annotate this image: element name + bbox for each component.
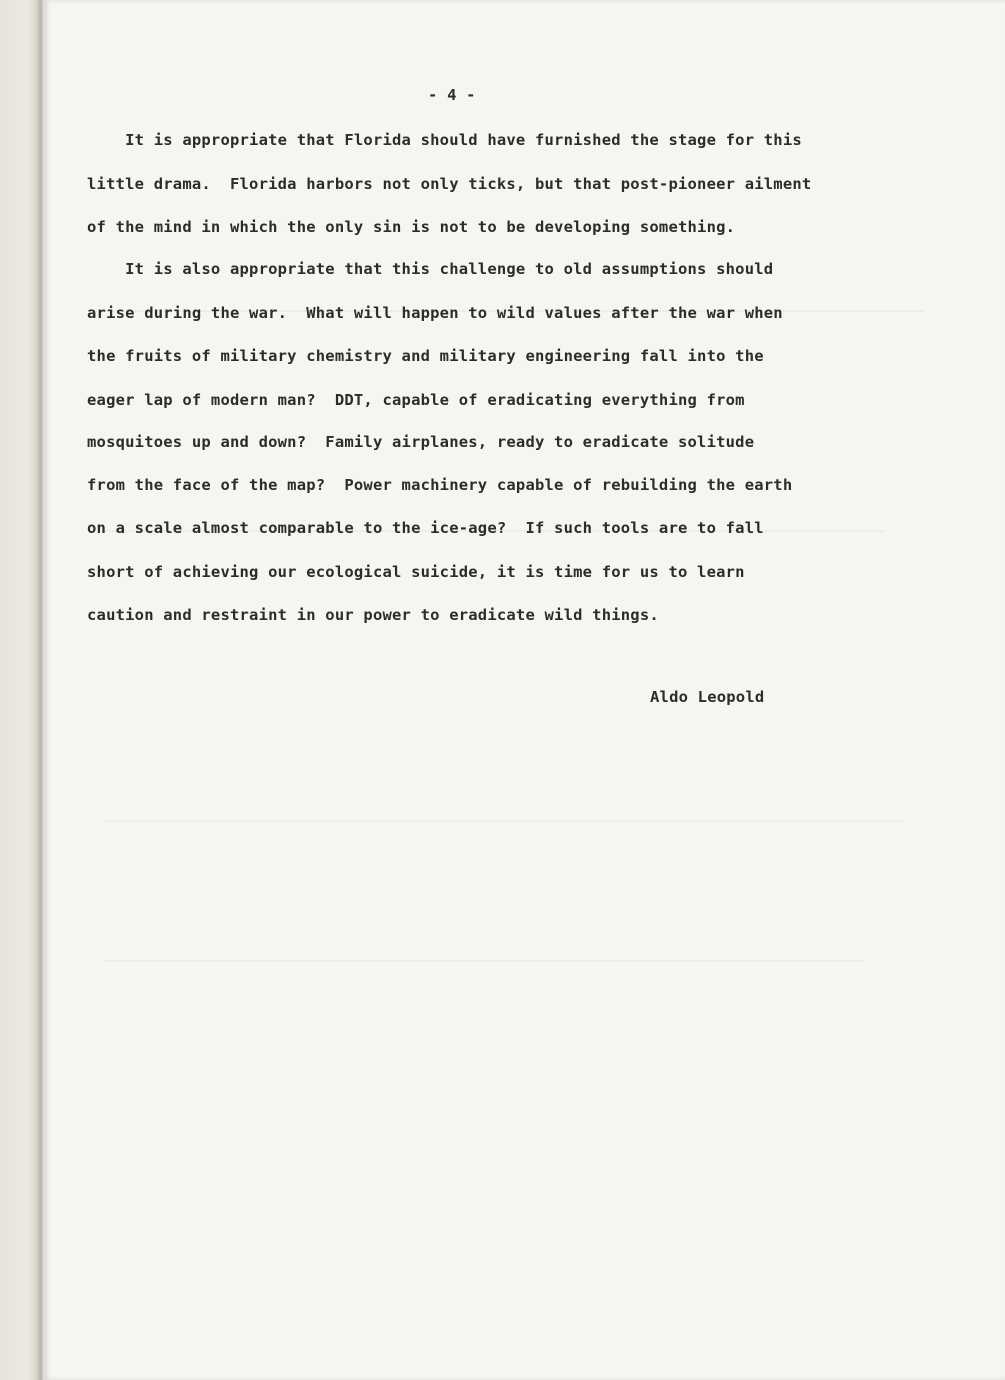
paragraph-2-line-6: from the face of the map? Power machinery capable of rebuilding the earth bbox=[87, 476, 793, 494]
paragraph-2-line-1: It is also appropriate that this challenge to old assumptions should bbox=[87, 260, 774, 278]
paragraph-2-line-2: arise during the war. What will happen to wild values after the war when bbox=[87, 304, 783, 322]
author-signature: Aldo Leopold bbox=[650, 688, 765, 706]
show-through-mark bbox=[104, 960, 864, 962]
paragraph-2-line-9: caution and restraint in our power to eradicate wild things. bbox=[87, 606, 659, 624]
show-through-mark bbox=[104, 820, 904, 822]
paragraph-2-line-3: the fruits of military chemistry and military engineering fall into the bbox=[87, 347, 764, 365]
paragraph-2-line-8: short of achieving our ecological suicide, it is time for us to learn bbox=[87, 563, 745, 581]
paragraph-2-line-4: eager lap of modern man? DDT, capable of eradicating everything from bbox=[87, 391, 745, 409]
page-binding-edge bbox=[0, 0, 44, 1380]
page-number: - 4 - bbox=[428, 86, 476, 104]
typewritten-page bbox=[44, 0, 1005, 1380]
paragraph-2-line-7: on a scale almost comparable to the ice-age? If such tools are to fall bbox=[87, 519, 764, 537]
paragraph-1-line-3: of the mind in which the only sin is not to be developing something. bbox=[87, 218, 736, 236]
paragraph-2-line-5: mosquitoes up and down? Family airplanes, ready to eradicate solitude bbox=[87, 433, 755, 451]
paragraph-1-line-1: It is appropriate that Florida should have furnished the stage for this bbox=[87, 131, 802, 149]
paragraph-1-line-2: little drama. Florida harbors not only ticks, but that post-pioneer ailment bbox=[87, 175, 812, 193]
